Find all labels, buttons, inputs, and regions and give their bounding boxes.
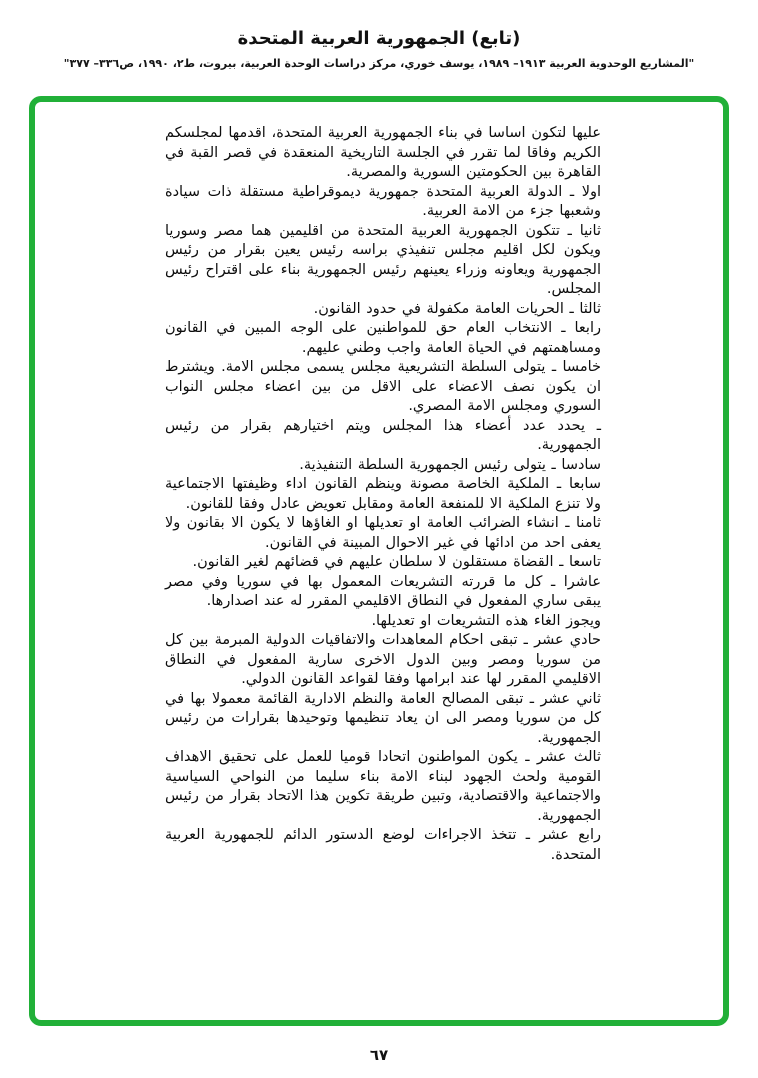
- paragraph: حادي عشر ـ تبقى احكام المعاهدات والاتفاقيات الدولية المبرمة بين كل من سوريا ومصر وبين الدول الاخرى سارية المفعول في النطاق الاقليمي المقرر لها عند ابرامها وفقا لقواعد القانون الدولي.: [165, 632, 601, 687]
- paragraph: عاشرا ـ كل ما قررته التشريعات المعمول بها في سوريا وفي مصر يبقى ساري المفعول في النطاق الاقليمي المقرر له عند اصدارها.: [165, 573, 601, 609]
- paragraph: ثاني عشر ـ تبقى المصالح العامة والنظم الادارية القائمة معمولا بها في كل من سوريا ومصر الى ان يعاد تنظيمها وتوحيدها بقرارات من رئيس الجمهورية.: [165, 690, 601, 746]
- paragraph: سادسا ـ يتولى رئيس الجمهورية السلطة التنفيذية.: [299, 456, 601, 473]
- page-number: ٦٧: [369, 1046, 389, 1064]
- paragraph: ـ يحدد عدد أعضاء هذا المجلس ويتم اختيارهم بقرار من رئيس الجمهورية.: [165, 417, 601, 453]
- green-border-box: [29, 96, 729, 1026]
- paragraph: ثامنا ـ انشاء الضرائب العامة او تعديلها او الغاؤها لا يكون الا بقانون ولا يعفى احد من ادائها في غير الاحوال المبينة في القانون.: [165, 515, 601, 551]
- paragraph: رابع عشر ـ تتخذ الاجراءات لوضع الدستور الدائم للجمهورية العربية المتحدة.: [165, 827, 601, 863]
- document-body: [165, 124, 601, 865]
- paragraph: عليها لتكون اساسا في بناء الجمهورية العربية المتحدة، اقدمها لمجلسكم الكريم وفاقا لما تقرر في الجلسة التاريخية المنعقدة في قصر القبة في القاهرة بين الحكومتين السورية والمصرية.: [165, 125, 601, 180]
- paragraph: ثالث عشر ـ يكون المواطنون اتحادا قوميا للعمل على تحقيق الاهداف القومية ولحث الجهود لبناء الامة بناء سليما من النواحي السياسية والاجتماعية والاقتصادية، وتبين طريقة تكوين هذا الاتحاد بقرار من رئيس الجمهورية.: [165, 749, 601, 824]
- paragraph: سابعا ـ الملكية الخاصة مصونة وينظم القانون اداء وظيفتها الاجتماعية ولا تنزع الملكية الا للمنفعة العامة ومقابل تعويض عادل وفقا للقانون.: [165, 476, 601, 512]
- paragraph: رابعا ـ الانتخاب العام حق للمواطنين على الوجه المبين في القانون ومساهمتهم في الحياة العامة واجب وطني عليهم.: [165, 320, 601, 356]
- paragraph: خامسا ـ يتولى السلطة التشريعية مجلس يسمى مجلس الامة. ويشترط ان يكون نصف الاعضاء على الاقل من بين اعضاء مجلس النواب السوري ومجلس الامة المصري.: [165, 359, 601, 414]
- paragraph: ثالثا ـ الحريات العامة مكفولة في حدود القانون.: [313, 300, 601, 317]
- document-header: [0, 28, 758, 70]
- paragraph: تاسعا ـ القضاة مستقلون لا سلطان عليهم في قضائهم لغير القانون.: [192, 554, 601, 570]
- citation-line: "المشاريع الوحدوية العربية ١٩١٣– ١٩٨٩، يوسف خوري، مركز دراسات الوحدة العربية، بيروت، ط٢، ١٩٩٠، ص٣٣٦– ٣٧٧": [63, 57, 695, 70]
- paragraph: ثانيا ـ تتكون الجمهورية العربية المتحدة من اقليمين هما مصر وسوريا ويكون لكل اقليم مجلس تنفيذي براسه رئيس يعين بقرار من رئيس الجمهورية ويعاونه وزراء يعينهم رئيس الجمهورية بناء على اقتراح رئيس المجلس.: [165, 222, 601, 297]
- paragraph: ويجوز الغاء هذه التشريعات او تعديلها.: [371, 612, 601, 629]
- paragraph: اولا ـ الدولة العربية المتحدة جمهورية ديموقراطية مستقلة ذات سيادة وشعبها جزء من الامة العربية.: [165, 183, 601, 219]
- page-title: (تابع) الجمهورية العربية المتحدة: [237, 28, 521, 49]
